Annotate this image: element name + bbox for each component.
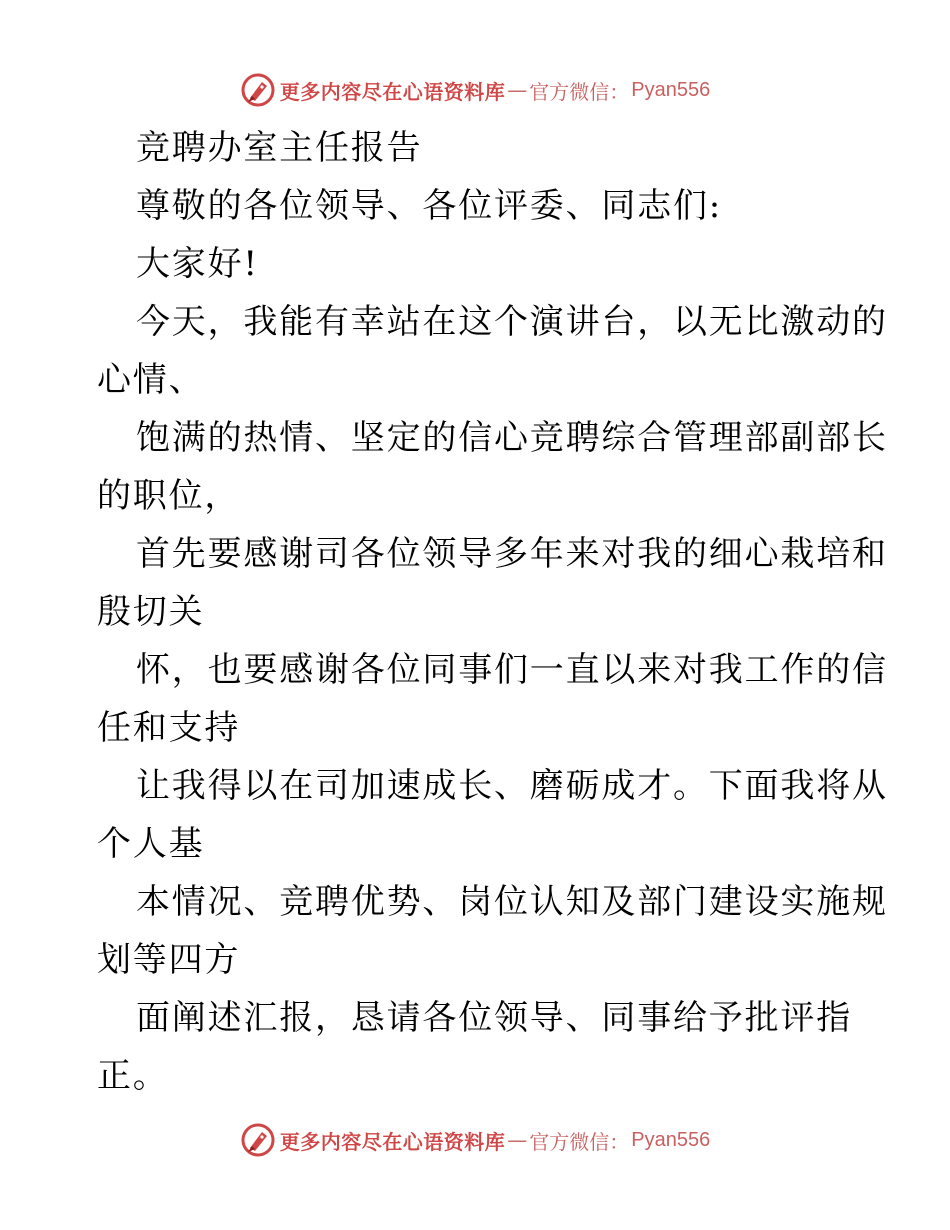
header-wechat-label: 官方微信：: [529, 79, 630, 104]
footer-wechat-label: 官方微信：: [529, 1129, 630, 1154]
paragraph-line: 任和支持: [97, 708, 241, 748]
document-title: 竞聘办室主任报告: [136, 128, 423, 168]
paragraph-line: 今天，我能有幸站在这个演讲台，以无比激动的: [136, 302, 888, 342]
footer-banner-separator: —: [507, 1128, 528, 1152]
paragraph-line: 怀，也要感谢各位同事们一直以来对我工作的信: [136, 650, 888, 690]
fountain-pen-logo-icon: [240, 1122, 276, 1158]
greeting-line: 大家好!: [136, 244, 259, 284]
paragraph-line: 本情况、竞聘优势、岗位认知及部门建设实施规: [136, 882, 888, 922]
paragraph-line: 的职位，: [97, 476, 241, 516]
footer-banner-text: 更多内容尽在心语资料库: [279, 1129, 506, 1154]
header-banner-text: 更多内容尽在心语资料库: [279, 79, 506, 104]
paragraph-line: 心情、: [97, 360, 205, 400]
paragraph-line: 饱满的热情、坚定的信心竞聘综合管理部副部长: [136, 418, 888, 458]
header-wechat-id: Pyan556: [631, 78, 711, 101]
paragraph-line: 殷切关: [97, 592, 205, 632]
footer-banner: [0, 1120, 950, 1160]
paragraph-line: 划等四方: [97, 940, 241, 980]
header-banner: [0, 70, 950, 110]
paragraph-line: 面阐述汇报，恳请各位领导、同事给予批评指: [136, 998, 852, 1038]
fountain-pen-logo-icon: [240, 72, 276, 108]
paragraph-line: 首先要感谢司各位领导多年来对我的细心栽培和: [136, 534, 888, 574]
salutation-line: 尊敬的各位领导、各位评委、同志们:: [136, 186, 723, 226]
header-banner-separator: —: [507, 78, 528, 102]
paragraph-line: 让我得以在司加速成长、磨砺成才。下面我将从: [136, 766, 888, 806]
paragraph-line: 正。: [97, 1056, 169, 1096]
footer-wechat-id: Pyan556: [631, 1128, 711, 1151]
paragraph-line: 个人基: [97, 824, 205, 864]
